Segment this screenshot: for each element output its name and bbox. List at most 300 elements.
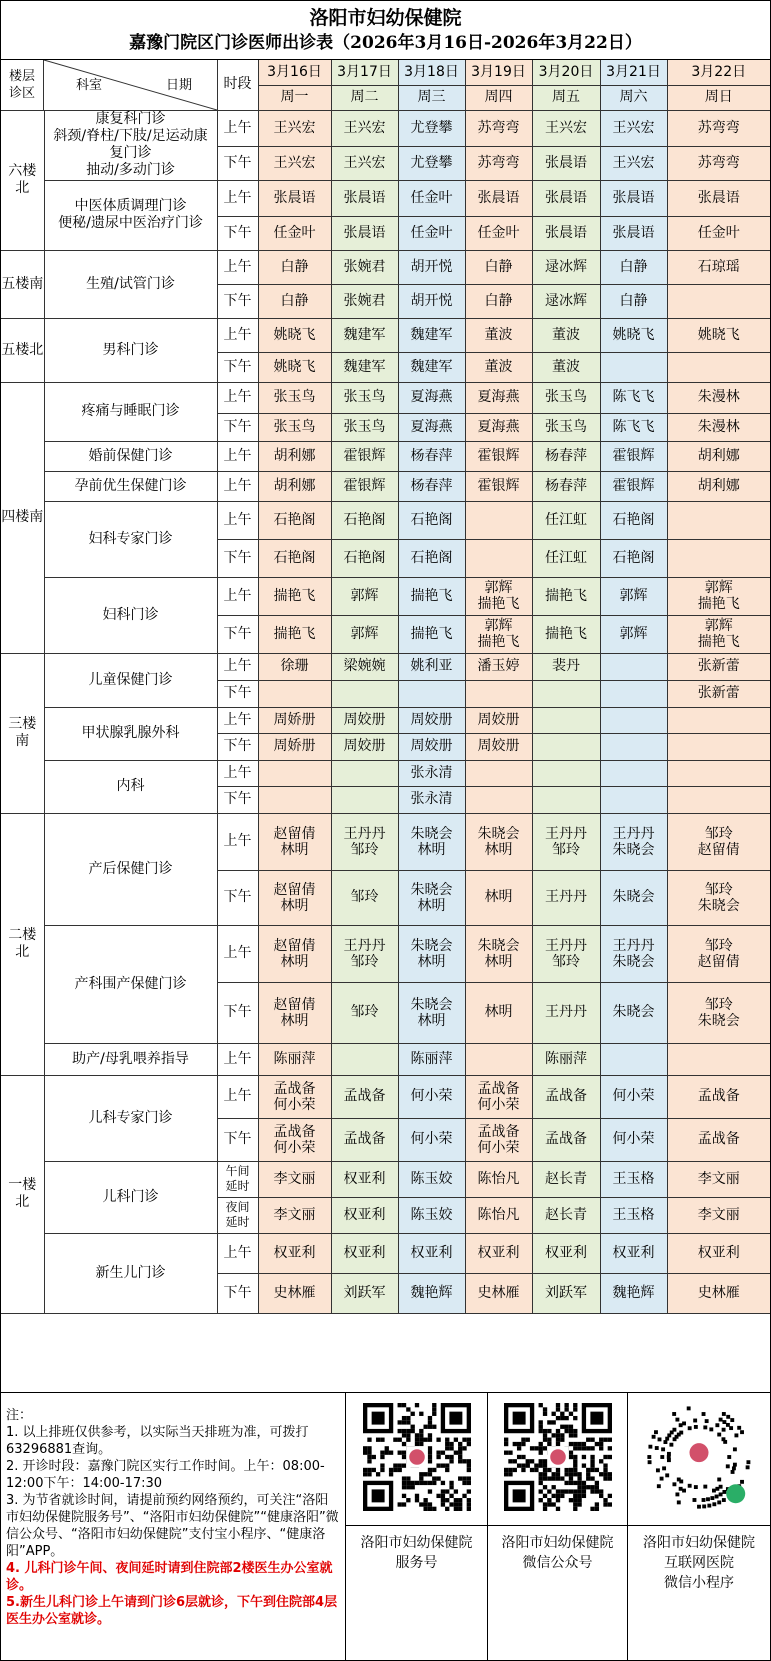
doctor-cell: 周娇册 [258, 733, 331, 760]
weekday-header: 周五 [532, 85, 600, 110]
doctor-cell: 刘跃军 [532, 1273, 600, 1313]
doctor-cell: 夏海燕 [398, 413, 465, 441]
doctor-cell: 张新蕾 [667, 680, 770, 707]
period-cell: 上午 [217, 760, 258, 786]
doctor-cell [465, 1043, 532, 1075]
dept-cell: 妇科门诊 [44, 577, 217, 653]
doctor-cell: 霍银辉 [331, 471, 398, 501]
qr-mini-program [628, 1393, 770, 1661]
doctor-cell: 石琼瑶 [667, 250, 770, 284]
table-row [1, 501, 770, 539]
doctor-cell [667, 352, 770, 382]
doctor-cell [331, 1043, 398, 1075]
doctor-cell: 林明 [465, 870, 532, 925]
doctor-cell [667, 1043, 770, 1075]
doctor-cell: 苏弯弯 [465, 110, 532, 146]
qr-label: 洛阳市妇幼保健院 微信公众号 [501, 1535, 614, 1571]
doctor-cell: 朱晓会 [600, 982, 667, 1043]
table-row [1, 760, 770, 786]
doctor-cell: 魏建军 [331, 318, 398, 352]
doctor-cell [258, 680, 331, 707]
doctor-cell: 张晨语 [532, 180, 600, 216]
period-cell: 下午 [217, 284, 258, 318]
doctor-cell: 夏海燕 [465, 413, 532, 441]
period-cell: 上午 [217, 382, 258, 413]
doctor-cell: 郭辉 [331, 615, 398, 653]
period-cell: 下午 [217, 615, 258, 653]
doctor-cell [667, 733, 770, 760]
qr-code-icon[interactable] [504, 1403, 612, 1511]
doctor-cell: 权亚利 [258, 1233, 331, 1273]
doctor-cell: 石艳阁 [600, 501, 667, 539]
floor-cell: 三楼 南 [1, 653, 44, 813]
doctor-cell: 朱漫林 [667, 382, 770, 413]
period-cell: 上午 [217, 577, 258, 615]
doctor-cell: 朱晓会 林明 [465, 813, 532, 870]
doctor-cell: 陈丽萍 [258, 1043, 331, 1075]
period-cell: 上午 [217, 1043, 258, 1075]
doctor-cell: 李文丽 [667, 1197, 770, 1233]
doctor-cell [398, 680, 465, 707]
doctor-cell: 赵留倩 林明 [258, 813, 331, 870]
doctor-cell [600, 653, 667, 680]
doctor-cell: 孟战备 [532, 1118, 600, 1161]
doctor-cell: 周姣册 [465, 707, 532, 733]
doctor-cell: 张晨语 [532, 146, 600, 180]
doctor-cell: 朱漫林 [667, 413, 770, 441]
doctor-cell: 陈怡凡 [465, 1161, 532, 1197]
doctor-cell: 张晨语 [532, 216, 600, 250]
doctor-cell: 王兴宏 [258, 110, 331, 146]
doctor-cell: 权亚利 [331, 1197, 398, 1233]
floor-zone-label: 楼层 诊区 [1, 60, 44, 110]
doctor-cell [667, 786, 770, 813]
doctor-cell: 孟战备 何小荣 [258, 1075, 331, 1118]
doctor-cell: 张晨语 [667, 180, 770, 216]
doctor-cell: 孟战备 何小荣 [258, 1118, 331, 1161]
floor-cell: 五楼北 [1, 318, 44, 382]
doctor-cell: 赵留倩 林明 [258, 982, 331, 1043]
note-1: 1. 以上排班仅供参考，以实际当天排班为准，可拨打63296881查询。 [6, 1425, 309, 1457]
doctor-cell: 魏艳辉 [600, 1273, 667, 1313]
doctor-cell: 权亚利 [600, 1233, 667, 1273]
doctor-cell: 石艳阁 [258, 501, 331, 539]
doctor-cell: 姚晓飞 [667, 318, 770, 352]
dept-cell: 甲状腺乳腺外科 [44, 707, 217, 760]
doctor-cell: 白静 [258, 250, 331, 284]
doctor-cell: 揣艳飞 [398, 615, 465, 653]
doctor-cell: 张玉鸟 [331, 382, 398, 413]
doctor-cell: 李文丽 [667, 1161, 770, 1197]
dept-cell: 儿科门诊 [44, 1161, 217, 1233]
doctor-cell: 刘跃军 [331, 1273, 398, 1313]
period-cell: 下午 [217, 1273, 258, 1313]
doctor-cell [532, 680, 600, 707]
doctor-cell: 陈丽萍 [398, 1043, 465, 1075]
doctor-cell: 郭辉 揣艳飞 [667, 577, 770, 615]
table-row [1, 1161, 770, 1197]
doctor-cell: 林明 [465, 982, 532, 1043]
doctor-cell: 张晨语 [331, 180, 398, 216]
doctor-cell: 周姣册 [465, 733, 532, 760]
doctor-cell: 胡利娜 [667, 441, 770, 471]
dept-cell: 新生儿门诊 [44, 1233, 217, 1313]
doctor-cell: 姚晓飞 [258, 318, 331, 352]
table-row [1, 250, 770, 284]
doctor-cell: 白静 [465, 284, 532, 318]
doctor-cell: 揣艳飞 [398, 577, 465, 615]
doctor-cell: 王兴宏 [258, 146, 331, 180]
doctor-cell [667, 539, 770, 577]
doctor-cell: 揣艳飞 [258, 577, 331, 615]
doctor-cell: 王兴宏 [331, 146, 398, 180]
dept-cell: 产科围产保健门诊 [44, 925, 217, 1043]
doctor-cell: 孟战备 [667, 1075, 770, 1118]
doctor-cell: 陈玉姣 [398, 1197, 465, 1233]
doctor-cell: 胡利娜 [258, 441, 331, 471]
period-header: 时段 [217, 60, 258, 110]
floor-cell: 五楼南 [1, 250, 44, 318]
doctor-cell: 赵留倩 林明 [258, 925, 331, 982]
doctor-cell: 王丹丹 [532, 870, 600, 925]
doctor-cell: 姚晓飞 [600, 318, 667, 352]
doctor-cell: 任金叶 [398, 180, 465, 216]
period-cell: 上午 [217, 925, 258, 982]
doctor-cell: 朱晓会 林明 [398, 813, 465, 870]
doctor-cell [465, 760, 532, 786]
doctor-cell: 任江虹 [532, 539, 600, 577]
doctor-cell: 揣艳飞 [532, 577, 600, 615]
doctor-cell: 王兴宏 [331, 110, 398, 146]
table-row [1, 707, 770, 733]
doctor-cell: 潘玉婷 [465, 653, 532, 680]
doctor-cell: 石艳阁 [331, 539, 398, 577]
period-cell: 上午 [217, 250, 258, 284]
period-cell: 上午 [217, 318, 258, 352]
doctor-cell: 孟战备 [532, 1075, 600, 1118]
doctor-cell: 揣艳飞 [258, 615, 331, 653]
doctor-cell [600, 786, 667, 813]
doctor-cell: 郭辉 [600, 615, 667, 653]
doctor-cell: 王玉格 [600, 1197, 667, 1233]
doctor-cell: 梁婉婉 [331, 653, 398, 680]
doctor-cell: 胡开悦 [398, 284, 465, 318]
date-header: 3月20日 [532, 60, 600, 85]
dept-cell: 产后保健门诊 [44, 813, 217, 925]
period-cell: 下午 [217, 352, 258, 382]
mini-program-code-icon[interactable] [645, 1403, 753, 1511]
table-row [1, 1233, 770, 1273]
doctor-cell: 王丹丹 邹玲 [532, 813, 600, 870]
date-header: 3月19日 [465, 60, 532, 85]
period-cell: 上午 [217, 501, 258, 539]
doctor-cell: 周姣册 [398, 707, 465, 733]
dept-cell: 中医体质调理门诊 便秘/遗尿中医治疗门诊 [44, 180, 217, 250]
doctor-cell: 李文丽 [258, 1197, 331, 1233]
period-cell: 下午 [217, 146, 258, 180]
doctor-cell [600, 680, 667, 707]
doctor-cell: 张新蕾 [667, 653, 770, 680]
doctor-cell: 朱晓会 林明 [398, 925, 465, 982]
doctor-cell: 石艳阁 [600, 539, 667, 577]
doctor-cell [532, 733, 600, 760]
doctor-cell: 邹玲 [331, 982, 398, 1043]
doctor-cell: 霍银辉 [600, 441, 667, 471]
doctor-cell: 陈怡凡 [465, 1197, 532, 1233]
doctor-cell: 董波 [532, 352, 600, 382]
doctor-cell: 权亚利 [331, 1161, 398, 1197]
period-cell: 下午 [217, 539, 258, 577]
doctor-cell: 何小荣 [398, 1075, 465, 1118]
schedule-table [1, 60, 770, 1314]
doctor-cell: 姚晓飞 [258, 352, 331, 382]
table-row [1, 180, 770, 216]
period-cell: 下午 [217, 216, 258, 250]
period-cell: 上午 [217, 1233, 258, 1273]
doctor-cell: 逯冰辉 [532, 284, 600, 318]
qr-wechat-account [488, 1393, 628, 1661]
doctor-cell: 魏建军 [398, 318, 465, 352]
doctor-cell: 陈飞飞 [600, 413, 667, 441]
doctor-cell [465, 786, 532, 813]
doctor-cell: 权亚利 [465, 1233, 532, 1273]
qr-code-icon[interactable] [363, 1403, 471, 1511]
note-3: 3. 为节省就诊时间，请提前预约网络预约，可关注“洛阳市妇幼保健院服务号”、“洛阳市妇幼保健院”“健康洛阳”微信公众号、“洛阳市妇幼保健院”支付宝小程序、“健康洛阳”APP。 [6, 1493, 339, 1559]
doctor-cell: 石艳阁 [398, 539, 465, 577]
period-cell: 上午 [217, 110, 258, 146]
doctor-cell: 夏海燕 [465, 382, 532, 413]
doctor-cell: 张晨语 [331, 216, 398, 250]
doctor-cell: 魏建军 [331, 352, 398, 382]
doctor-cell [667, 707, 770, 733]
doctor-cell [600, 1043, 667, 1075]
period-cell: 夜间 延时 [217, 1197, 258, 1233]
period-cell: 上午 [217, 1075, 258, 1118]
dept-cell: 助产/母乳喂养指导 [44, 1043, 217, 1075]
footer [1, 1392, 770, 1661]
period-cell: 上午 [217, 707, 258, 733]
doctor-cell: 姚利亚 [398, 653, 465, 680]
doctor-cell: 朱晓会 林明 [398, 982, 465, 1043]
qr-label: 洛阳市妇幼保健院 服务号 [360, 1535, 473, 1571]
doctor-cell: 周姣册 [331, 733, 398, 760]
doctor-cell: 苏弯弯 [465, 146, 532, 180]
weekday-header: 周六 [600, 85, 667, 110]
qr-label: 洛阳市妇幼保健院 互联网医院 微信小程序 [643, 1535, 755, 1591]
period-cell: 午间 延时 [217, 1161, 258, 1197]
date-header: 3月17日 [331, 60, 398, 85]
dept-cell: 男科门诊 [44, 318, 217, 382]
table-row [1, 653, 770, 680]
doctor-cell: 石艳阁 [331, 501, 398, 539]
period-cell: 下午 [217, 982, 258, 1043]
title-block [1, 1, 770, 60]
doctor-cell: 尤登攀 [398, 146, 465, 180]
doctor-cell: 白静 [258, 284, 331, 318]
doctor-cell [465, 539, 532, 577]
doctor-cell: 霍银辉 [465, 441, 532, 471]
period-cell: 下午 [217, 786, 258, 813]
doctor-cell: 史林雁 [667, 1273, 770, 1313]
dept-cell: 疼痛与睡眠门诊 [44, 382, 217, 441]
doctor-cell: 王丹丹 朱晓会 [600, 813, 667, 870]
doctor-cell: 胡利娜 [667, 471, 770, 501]
doctor-cell: 朱晓会 林明 [465, 925, 532, 982]
dept-cell: 内科 [44, 760, 217, 813]
doctor-cell: 张晨语 [600, 180, 667, 216]
doctor-cell: 苏弯弯 [667, 146, 770, 180]
doctor-cell: 郭辉 揣艳飞 [465, 577, 532, 615]
doctor-cell: 赵长青 [532, 1161, 600, 1197]
doctor-cell: 权亚利 [331, 1233, 398, 1273]
doctor-cell [667, 760, 770, 786]
doctor-cell: 任江虹 [532, 501, 600, 539]
table-row [1, 577, 770, 615]
doctor-cell: 张玉鸟 [258, 413, 331, 441]
doctor-cell [667, 284, 770, 318]
period-cell: 上午 [217, 653, 258, 680]
doctor-cell: 任金叶 [667, 216, 770, 250]
doctor-cell: 杨春萍 [532, 471, 600, 501]
doctor-cell [600, 760, 667, 786]
date-header: 3月21日 [600, 60, 667, 85]
doctor-cell: 石艳阁 [398, 501, 465, 539]
table-row [1, 471, 770, 501]
doctor-cell: 王兴宏 [532, 110, 600, 146]
table-row [1, 1075, 770, 1118]
period-cell: 下午 [217, 680, 258, 707]
doctor-cell: 陈丽萍 [532, 1043, 600, 1075]
doctor-cell: 陈玉姣 [398, 1161, 465, 1197]
doctor-cell: 赵留倩 林明 [258, 870, 331, 925]
doctor-cell: 郭辉 揣艳飞 [465, 615, 532, 653]
doctor-cell: 张永清 [398, 760, 465, 786]
note-2: 2. 开诊时段：嘉豫门院区实行工作时间。上午：08:00-12:00下午：14:00-17:30 [6, 1459, 325, 1491]
weekday-header: 周二 [331, 85, 398, 110]
doctor-cell: 任金叶 [465, 216, 532, 250]
doctor-cell [258, 786, 331, 813]
doctor-cell: 王兴宏 [600, 146, 667, 180]
doctor-cell: 苏弯弯 [667, 110, 770, 146]
doctor-cell [600, 733, 667, 760]
dept-cell: 妇科专家门诊 [44, 501, 217, 577]
doctor-cell: 胡利娜 [258, 471, 331, 501]
doctor-cell: 周姣册 [331, 707, 398, 733]
doctor-cell: 徐珊 [258, 653, 331, 680]
dept-label: 科室 [76, 78, 103, 93]
floor-cell: 一楼 北 [1, 1075, 44, 1313]
doctor-cell: 邹玲 朱晓会 [667, 982, 770, 1043]
doctor-cell: 朱晓会 林明 [398, 870, 465, 925]
doctor-cell [331, 760, 398, 786]
doctor-cell: 杨春萍 [532, 441, 600, 471]
doctor-cell: 张玉鸟 [331, 413, 398, 441]
doctor-cell: 权亚利 [667, 1233, 770, 1273]
doctor-cell [600, 707, 667, 733]
doctor-cell: 夏海燕 [398, 382, 465, 413]
doctor-cell: 揣艳飞 [532, 615, 600, 653]
doctor-cell: 王丹丹 邹玲 [532, 925, 600, 982]
weekday-header: 周四 [465, 85, 532, 110]
period-cell: 下午 [217, 733, 258, 760]
doctor-cell [331, 680, 398, 707]
doctor-cell: 董波 [465, 352, 532, 382]
doctor-cell: 杨春萍 [398, 471, 465, 501]
doctor-cell [532, 760, 600, 786]
doctor-cell: 李文丽 [258, 1161, 331, 1197]
doctor-cell: 裴丹 [532, 653, 600, 680]
period-cell: 下午 [217, 870, 258, 925]
doctor-cell [331, 786, 398, 813]
header-corner [1, 60, 217, 110]
doctor-cell: 何小荣 [600, 1118, 667, 1161]
doctor-cell: 董波 [465, 318, 532, 352]
doctor-cell: 孟战备 何小荣 [465, 1075, 532, 1118]
period-cell: 上午 [217, 441, 258, 471]
period-cell: 上午 [217, 471, 258, 501]
doctor-cell: 史林雁 [465, 1273, 532, 1313]
doctor-cell: 邹玲 赵留倩 [667, 925, 770, 982]
doctor-cell: 王丹丹 [532, 982, 600, 1043]
dept-cell: 孕前优生保健门诊 [44, 471, 217, 501]
doctor-cell: 赵长青 [532, 1197, 600, 1233]
doctor-cell [258, 760, 331, 786]
doctor-cell: 邹玲 [331, 870, 398, 925]
floor-cell: 四楼南 [1, 382, 44, 653]
doctor-cell: 白静 [465, 250, 532, 284]
doctor-cell: 郭辉 [331, 577, 398, 615]
doctor-cell [532, 707, 600, 733]
doctor-cell: 孟战备 [331, 1075, 398, 1118]
table-row [1, 1043, 770, 1075]
period-cell: 下午 [217, 1118, 258, 1161]
doctor-cell: 张玉鸟 [258, 382, 331, 413]
doctor-cell: 陈飞飞 [600, 382, 667, 413]
doctor-cell: 任金叶 [258, 216, 331, 250]
table-row [1, 382, 770, 413]
schedule-title: 嘉豫门院区门诊医师出诊表（2026年3月16日-2026年3月22日） [129, 33, 642, 53]
doctor-cell: 王兴宏 [600, 110, 667, 146]
doctor-cell: 王玉格 [600, 1161, 667, 1197]
doctor-cell [465, 680, 532, 707]
doctor-cell: 张永清 [398, 786, 465, 813]
doctor-cell [600, 352, 667, 382]
doctor-cell: 魏建军 [398, 352, 465, 382]
doctor-cell: 孟战备 [667, 1118, 770, 1161]
doctor-cell [465, 501, 532, 539]
doctor-cell: 逯冰辉 [532, 250, 600, 284]
doctor-cell: 朱晓会 [600, 870, 667, 925]
date-header: 3月22日 [667, 60, 770, 85]
doctor-cell: 张晨语 [600, 216, 667, 250]
doctor-cell: 石艳阁 [258, 539, 331, 577]
note-4: 4. 儿科门诊午间、夜间延时请到住院部2楼医生办公室就诊。 [6, 1561, 333, 1593]
table-row [1, 318, 770, 352]
dept-cell: 儿科专家门诊 [44, 1075, 217, 1161]
dept-cell: 康复科门诊 斜颈/脊柱/下肢/足运动康 复门诊 抽动/多动门诊 [44, 110, 217, 180]
floor-cell: 六楼 北 [1, 110, 44, 250]
period-cell: 下午 [217, 413, 258, 441]
table-row [1, 925, 770, 982]
doctor-cell: 何小荣 [600, 1075, 667, 1118]
doctor-cell [667, 501, 770, 539]
period-cell: 上午 [217, 813, 258, 870]
doctor-cell: 张婉君 [331, 250, 398, 284]
doctor-cell: 周娇册 [258, 707, 331, 733]
doctor-cell: 尤登攀 [398, 110, 465, 146]
notes-block [1, 1393, 346, 1661]
floor-cell: 二楼 北 [1, 813, 44, 1075]
